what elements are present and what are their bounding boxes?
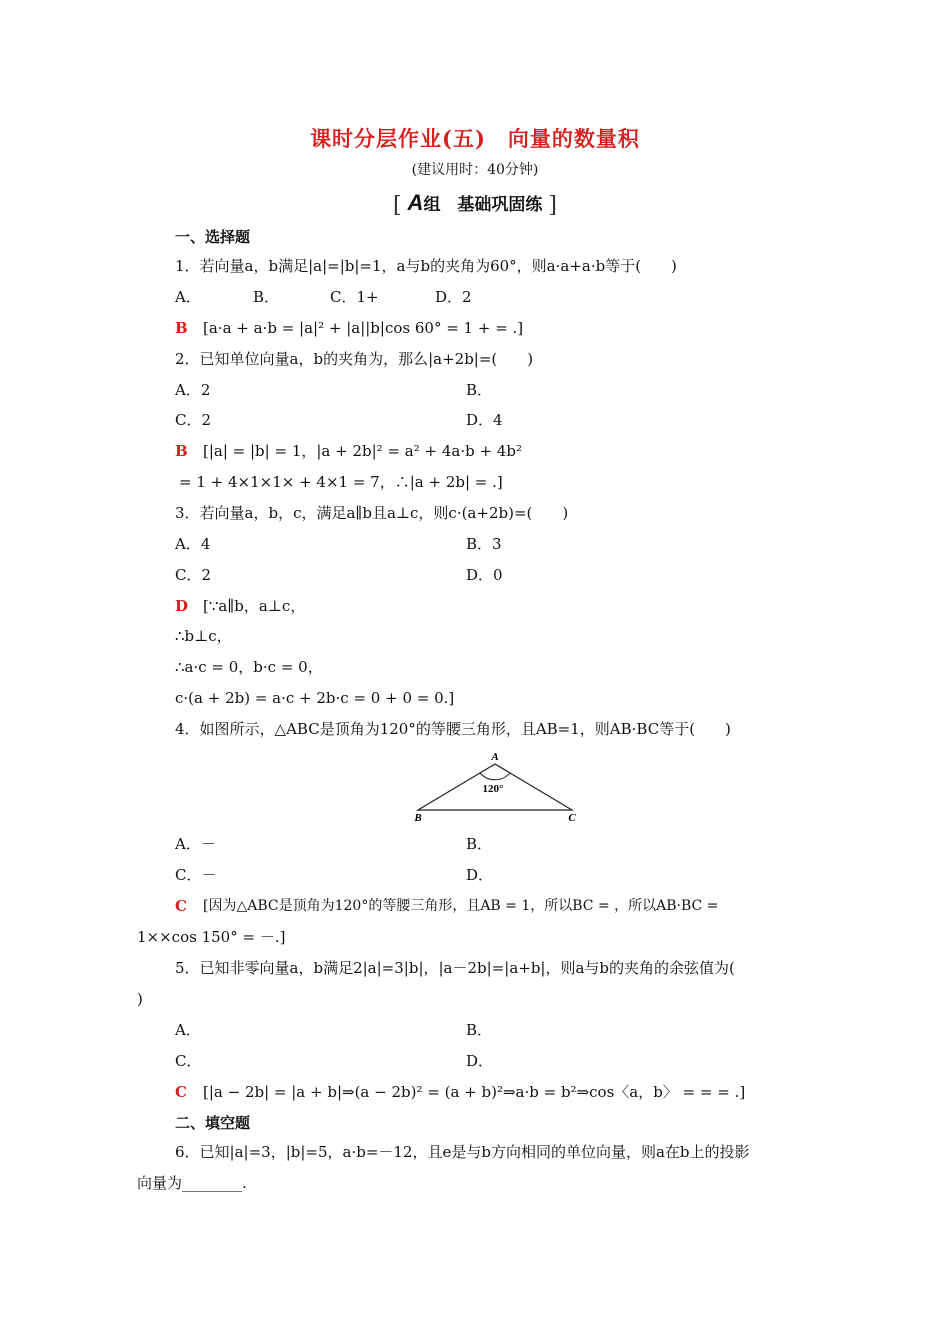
time-hint: (建议用时：40分钟) (411, 162, 539, 178)
option-b: B． (466, 381, 493, 399)
option-b: B． (466, 835, 493, 853)
answer-explanation-cont: = 1 + 4×1×1× + 4×1 = 7，∴|a + 2b| = .] (179, 473, 503, 491)
option-c: C．2 (175, 411, 212, 429)
group-label: 组 基础巩固练 (423, 195, 543, 215)
question-6-cont: 向量为________. (137, 1174, 247, 1192)
group-heading (0, 190, 950, 218)
answer-explanation: [因为△ABC是顶角为120°的等腰三角形，且AB = 1，所以BC = ，所以AB·BC = (203, 898, 719, 914)
answer-explanation: [|a − 2b| = |a + b|⇒(a − 2b)² = (a + b)²⇒a·b = b²⇒cos〈a，b〉 = = = .] (203, 1083, 746, 1101)
question-6: 6．已知|a|=3，|b|=5，a·b=－12，且e是与b方向相同的单位向量，则a在b上的投影 (175, 1143, 750, 1161)
group-letter: A (407, 190, 424, 215)
angle-label: 120° (482, 783, 504, 795)
vertex-c-label: C (568, 812, 576, 824)
answer-letter: D (175, 597, 189, 615)
vertex-a-label: A (491, 751, 499, 763)
vertex-b-label: B (414, 812, 422, 824)
answer-explanation: [|a| = |b| = 1，|a + 2b|² = a² + 4a·b + 4b² (203, 442, 522, 460)
option-a: A．－ (175, 835, 216, 853)
triangle-figure (410, 748, 580, 828)
option-d: D． (466, 1052, 494, 1070)
option-b: B． (466, 1021, 493, 1039)
answer-explanation: [∵a∥b，a⊥c， (203, 597, 306, 615)
question-2: 2．已知单位向量a，b的夹角为，那么|a+2b|=( ) (175, 350, 534, 368)
option-c: C．－ (175, 866, 217, 884)
option-d: D．4 (466, 411, 503, 429)
option-a: A．4 (175, 535, 211, 553)
question-5: 5．已知非零向量a，b满足2|a|=3|b|，|a－2b|=|a+b|，则a与b的夹角的余弦值为( (175, 959, 735, 977)
option-a: A． (175, 1021, 201, 1039)
bracket-open: [ (393, 193, 402, 218)
answer-letter: C (175, 1083, 187, 1101)
answer-letter: C (175, 897, 187, 915)
angle-arc (480, 773, 510, 780)
option-d: D．2 (435, 288, 472, 306)
option-c: C．2 (175, 566, 212, 584)
answer-explanation-cont: c·(a + 2b) = a·c + 2b·c = 0 + 0 = 0.] (175, 689, 455, 707)
option-c: C．1+ (330, 288, 379, 306)
answer-explanation-cont: 1××cos 150° = －.] (137, 928, 286, 946)
section-heading: 一、选择题 (175, 228, 251, 246)
option-c: C． (175, 1052, 202, 1070)
answer-letter: B (175, 319, 188, 337)
option-b: B．3 (466, 535, 502, 553)
answer-explanation-cont: ∴b⊥c， (175, 627, 232, 645)
option-a: A． (175, 288, 201, 306)
option-a: A．2 (175, 381, 211, 399)
option-d: D． (466, 866, 494, 884)
answer-letter: B (175, 442, 188, 460)
option-d: D．0 (466, 566, 503, 584)
section-heading: 二、填空题 (175, 1114, 251, 1132)
answer-explanation: [a·a + a·b = |a|² + |a||b|cos 60° = 1 + = .] (203, 319, 524, 337)
question-3: 3．若向量a，b，c，满足a∥b且a⊥c，则c·(a+2b)=( ) (175, 504, 569, 522)
bracket-close: ] (548, 193, 557, 218)
question-5-cont: ) (137, 990, 143, 1008)
page-title: 课时分层作业(五) 向量的数量积 (310, 126, 640, 151)
question-4: 4．如图所示，△ABC是顶角为120°的等腰三角形，且AB=1，则AB·BC等于( ) (175, 720, 731, 738)
question-1: 1．若向量a，b满足|a|=|b|=1，a与b的夹角为60°，则a·a+a·b等于( ) (175, 257, 677, 275)
answer-explanation-cont: ∴a·c = 0，b·c = 0， (175, 658, 323, 676)
option-b: B． (253, 288, 280, 306)
